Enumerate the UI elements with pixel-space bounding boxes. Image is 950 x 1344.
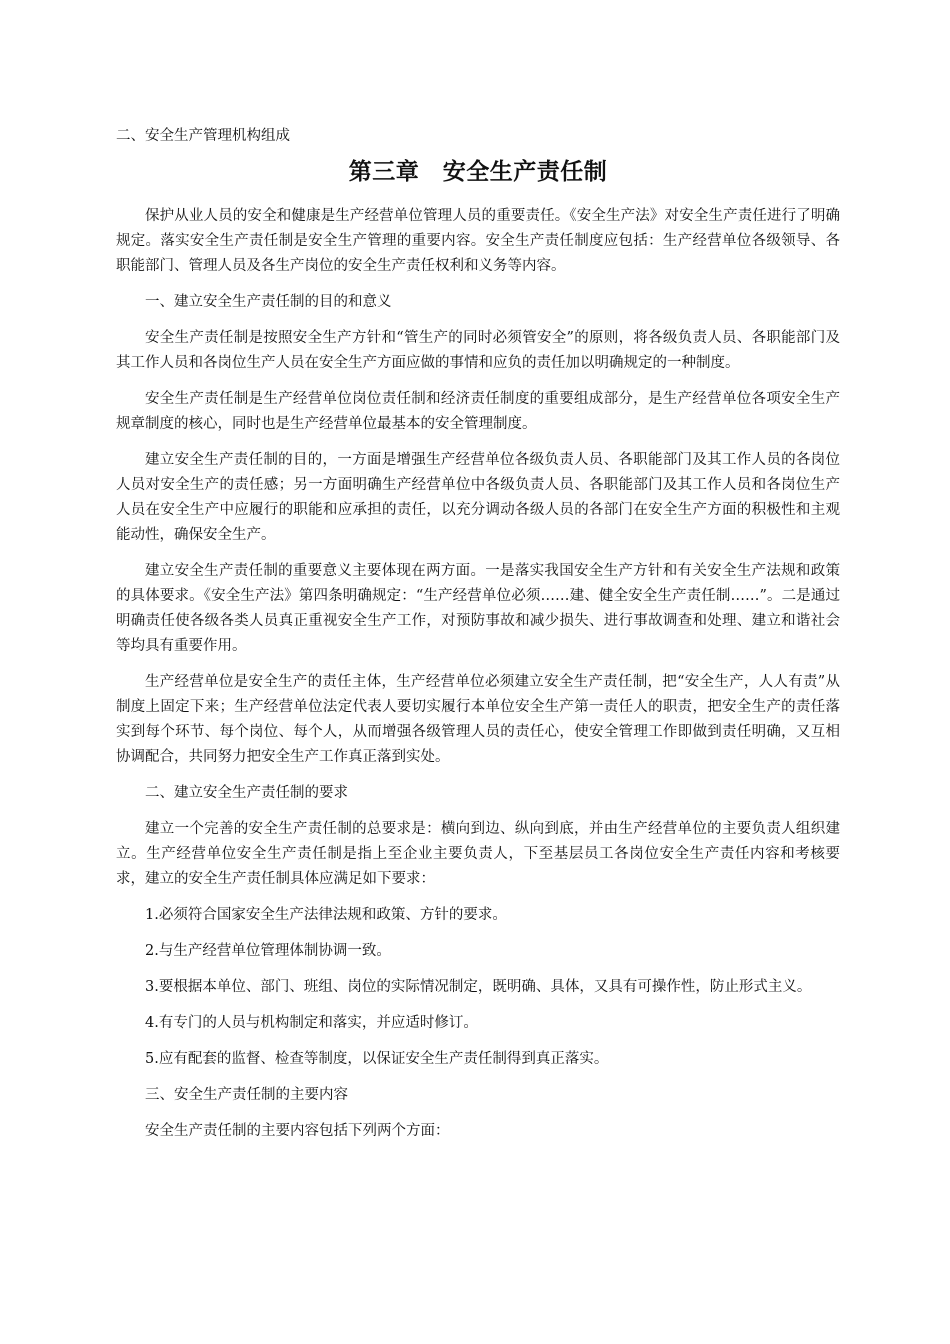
requirement-item: 3.要根据本单位、部门、班组、岗位的实际情况制定，既明确、具体，又具有可操作性，防止形式主义。 bbox=[145, 979, 812, 995]
requirement-item: 2.与生产经营单位管理体制协调一致。 bbox=[145, 943, 391, 959]
paragraph-6: 建立一个完善的安全生产责任制的总要求是：横向到边、纵向到底，并由生产经营单位的主要负责人组织建立。生产经营单位安全生产责任制是指上至企业主要负责人，下至基层员工各岗位安全生产责任内容和考核要求，建立的安全生产责任制具体应满足如下要求： bbox=[116, 821, 840, 887]
requirement-item: 5.应有配套的监督、检查等制度，以保证安全生产责任制得到真正落实。 bbox=[145, 1051, 609, 1067]
requirement-item: 1.必须符合国家安全生产法律法规和政策、方针的要求。 bbox=[145, 907, 507, 923]
paragraph-3: 建立安全生产责任制的目的，一方面是增强生产经营单位各级负责人员、各职能部门及其工作人员的各岗位人员对安全生产的责任感；另一方面明确生产经营单位中各级负责人员、各职能部门及其工作人员和各岗位生产人员在安全生产中应履行的职能和应承担的责任，以充分调动各级人员的各部门在安全生产方面的积极性和主观能动性，确保安全生产。 bbox=[116, 452, 840, 543]
paragraph-7: 安全生产责任制的主要内容包括下列两个方面： bbox=[145, 1123, 450, 1139]
section-heading-3: 三、安全生产责任制的主要内容 bbox=[145, 1087, 348, 1103]
section-heading-1: 一、建立安全生产责任制的目的和意义 bbox=[145, 294, 392, 310]
section-heading-2: 二、建立安全生产责任制的要求 bbox=[145, 785, 348, 801]
chapter-title: 第三章 安全生产责任制 bbox=[348, 158, 608, 185]
section-heading-top: 二、安全生产管理机构组成 bbox=[116, 128, 290, 144]
document-page bbox=[116, 124, 840, 1155]
paragraph-1: 安全生产责任制是按照安全生产方针和“管生产的同时必须管安全”的原则，将各级负责人员、各职能部门及其工作人员和各岗位生产人员在安全生产方面应做的事情和应负的责任加以明确规定的一种制度。 bbox=[116, 330, 840, 371]
requirement-item: 4.有专门的人员与机构制定和落实，并应适时修订。 bbox=[145, 1015, 478, 1031]
paragraph-4: 建立安全生产责任制的重要意义主要体现在两方面。一是落实我国安全生产方针和有关安全生产法规和政策的具体要求。《安全生产法》第四条明确规定：“生产经营单位必须……建、健全安全生产责任制……”。二是通过明确责任使各级各类人员真正重视安全生产工作，对预防事故和减少损失、进行事故调查和处理、建立和谐社会等均具有重要作用。 bbox=[116, 563, 840, 654]
intro-paragraph: 保护从业人员的安全和健康是生产经营单位管理人员的重要责任。《安全生产法》对安全生产责任进行了明确规定。落实安全生产责任制是安全生产管理的重要内容。安全生产责任制度应包括：生产经营单位各级领导、各职能部门、管理人员及各生产岗位的安全生产责任权利和义务等内容。 bbox=[116, 208, 840, 274]
paragraph-2: 安全生产责任制是生产经营单位岗位责任制和经济责任制度的重要组成部分，是生产经营单位各项安全生产规章制度的核心，同时也是生产经营单位最基本的安全管理制度。 bbox=[116, 391, 840, 432]
paragraph-5: 生产经营单位是安全生产的责任主体，生产经营单位必须建立安全生产责任制，把“安全生产，人人有责”从制度上固定下来；生产经营单位法定代表人要切实履行本单位安全生产第一责任人的职责，把安全生产的责任落实到每个环节、每个岗位、每个人，从而增强各级管理人员的责任心，使安全管理工作即做到责任明确，又互相协调配合，共同努力把安全生产工作真正落到实处。 bbox=[116, 674, 840, 765]
